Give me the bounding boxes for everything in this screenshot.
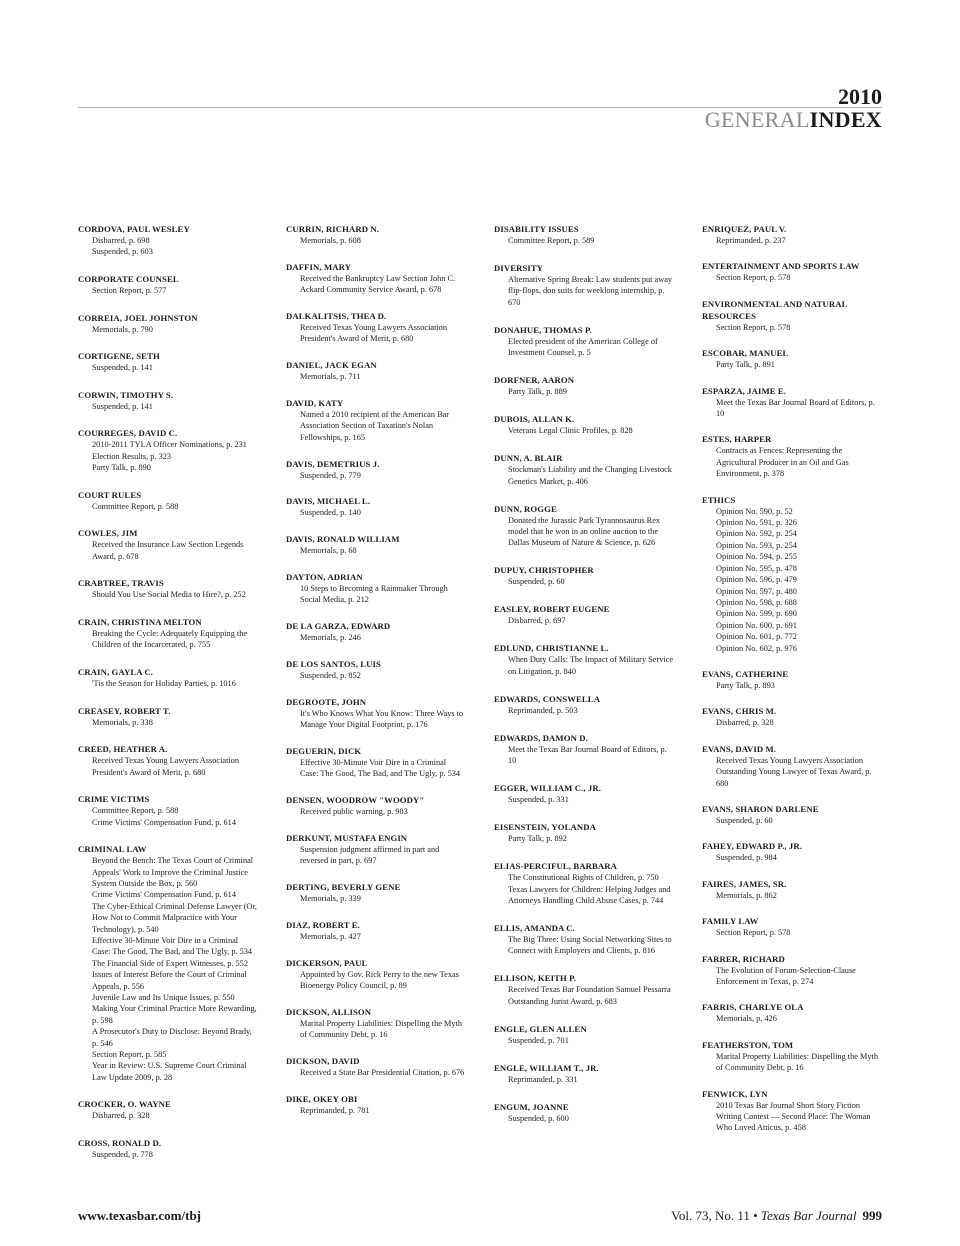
index-title-index: INDEX xyxy=(809,107,882,132)
entry-reference: Party Talk, p. 892 xyxy=(508,834,567,844)
index-column-4 xyxy=(702,223,882,1134)
entry-reference: Received public warning, p. 983 xyxy=(300,807,408,817)
entry-reference: Section Report, p. 578 xyxy=(716,273,791,283)
footer-bullet: • xyxy=(753,1208,758,1223)
entry-reference: When Duty Calls: The Impact of Military Service on Litigation, p. 840 xyxy=(508,655,674,676)
entry-heading: EVANS, DAVID M. xyxy=(702,743,777,754)
index-entry xyxy=(702,668,882,691)
entry-heading: CORPORATE COUNSEL xyxy=(78,274,179,284)
entry-heading: DERTING, BEVERLY GENE xyxy=(286,882,401,893)
index-entry xyxy=(494,262,674,308)
index-entry xyxy=(494,603,674,626)
entry-heading: ENVIRONMENTAL AND NATURAL RESOURCES xyxy=(702,298,848,321)
entry-reference: Received Texas Young Lawyers Association Outstanding Young Lawyer of Texas Award, p. 680 xyxy=(716,755,872,788)
index-entry xyxy=(286,261,466,296)
index-entry xyxy=(286,310,466,345)
entry-heading: DIVERSITY xyxy=(494,263,544,273)
entry-reference: Meet the Texas Bar Journal Board of Editors, p. 10 xyxy=(716,397,875,419)
entry-reference: Committee Report, p. 588 xyxy=(92,806,179,816)
index-entry xyxy=(286,881,466,904)
index-entry xyxy=(286,495,466,518)
entry-reference: Opinion No. 600, p. 691 xyxy=(716,620,797,630)
entry-reference: Opinion No. 592, p. 254 xyxy=(716,529,797,539)
entry-heading: ENRIQUEZ, PAUL V. xyxy=(702,224,787,234)
entry-reference: 'Tis the Season for Holiday Parties, p. 1016 xyxy=(92,678,236,688)
entry-reference: 2010 Texas Bar Journal Short Story Fiction Writing Contest — Second Place: The Woman Who Loved Atticus, p. 458 xyxy=(716,1100,871,1133)
entry-reference: Opinion No. 596, p. 479 xyxy=(716,575,797,585)
entry-heading: EDLUND, CHRISTIANNE L. xyxy=(494,643,609,654)
entry-heading: FAMILY LAW xyxy=(702,916,759,927)
index-entry xyxy=(286,832,466,867)
entry-reference: Committee Report, p. 588 xyxy=(92,501,179,511)
entry-reference: Juvenile Law and Its Unique Issues, p. 550 xyxy=(92,993,235,1003)
entry-heading: DICKERSON, PAUL xyxy=(286,957,368,968)
entry-reference: Beyond the Bench: The Texas Court of Criminal Appeals' Work to Improve the Criminal Justice System Outside the Box, p. 560 xyxy=(92,856,254,888)
entry-heading: CRIME VICTIMS xyxy=(78,794,150,805)
entry-reference: Elected president of the American College of Investment Counsel, p. 5 xyxy=(508,336,658,358)
entry-heading: ELLISON, KEITH P. xyxy=(494,973,577,984)
index-entry xyxy=(78,350,258,373)
index-entry xyxy=(78,577,258,600)
entry-heading: ELIAS-PERCIFUL, BARBARA xyxy=(494,861,617,872)
entry-heading: DAVIS, DEMETRIUS J. xyxy=(286,458,380,469)
index-entry xyxy=(286,957,466,992)
index-entry xyxy=(78,427,258,473)
entry-reference: Suspended, p. 778 xyxy=(92,1150,153,1160)
entry-reference: Texas Lawyers for Children: Helping Judges and Attorneys Handling Child Abuse Cases, p. 744 xyxy=(508,884,671,906)
index-entry xyxy=(702,840,882,863)
entry-reference: Committee Report, p. 589 xyxy=(508,236,595,245)
entry-heading: FAIRES, JAMES, SR. xyxy=(702,878,787,889)
index-entry xyxy=(702,223,882,246)
index-entry xyxy=(286,1093,466,1116)
entry-heading: CRABTREE, TRAVIS xyxy=(78,578,164,589)
entry-reference: Marital Property Liabilities: Dispelling the Myth of Community Debt, p. 16 xyxy=(716,1051,878,1073)
index-column-2 xyxy=(286,223,466,1116)
index-column-3 xyxy=(494,223,674,1124)
entry-reference: Alternative Spring Break: Law students put away flip-flops, don suits for weeklong internship, p. 670 xyxy=(508,275,673,307)
entry-heading: DE LA GARZA, EDWARD xyxy=(286,621,391,632)
index-entry xyxy=(78,312,258,335)
entry-reference: Opinion No. 590, p. 52 xyxy=(716,506,793,516)
index-entry xyxy=(286,359,466,382)
entry-heading: DISABILITY ISSUES xyxy=(494,224,579,234)
index-title xyxy=(705,108,882,132)
entry-reference: Opinion No. 597, p. 480 xyxy=(716,586,797,596)
entry-reference: Suspended, p. 141 xyxy=(92,401,153,411)
index-entry xyxy=(702,915,882,938)
index-entry xyxy=(494,503,674,549)
index-entry xyxy=(702,260,882,283)
entry-heading: EISENSTEIN, YOLANDA xyxy=(494,822,596,833)
index-entry xyxy=(702,803,882,826)
entry-reference: Disbarred, p. 328 xyxy=(716,718,774,728)
index-entry xyxy=(702,743,882,789)
entry-reference: Making Your Criminal Practice More Rewarding, p. 598 xyxy=(92,1004,257,1025)
entry-heading: DERKUNT, MUSTAFA ENGIN xyxy=(286,833,408,843)
index-entry xyxy=(78,273,258,296)
entry-reference: Named a 2010 recipient of the American Bar Association Section of Taxation's Nolan Fellowships, p. 165 xyxy=(300,410,450,442)
entry-heading: CROSS, RONALD D. xyxy=(78,1138,162,1149)
entry-reference: Reprimanded, p. 503 xyxy=(508,705,578,715)
entry-heading: EDWARDS, CONSWELLA xyxy=(494,693,601,704)
entry-heading: DAVIS, RONALD WILLIAM xyxy=(286,534,400,545)
index-entry xyxy=(78,527,258,562)
entry-reference: Memorials, p. 338 xyxy=(92,717,153,727)
entry-reference: Effective 30-Minute Voir Dire in a Criminal Case: The Good, The Bad, and The Ugly, p. 534 xyxy=(92,936,253,957)
entry-reference: Reprimanded, p. 331 xyxy=(508,1074,578,1084)
index-entry xyxy=(286,919,466,942)
entry-heading: ENGLE, WILLIAM T., JR. xyxy=(494,1062,599,1073)
index-entry xyxy=(78,1137,258,1160)
entry-reference: Suspended, p. 331 xyxy=(508,795,569,805)
entry-reference: Suspended, p. 140 xyxy=(300,508,361,518)
entry-reference: Crime Victims' Compensation Fund, p. 614 xyxy=(92,890,236,900)
entry-reference: Suspended, p. 600 xyxy=(508,1113,569,1123)
entry-reference: Section Report, p. 585 xyxy=(92,1050,167,1060)
entry-reference: Received the Bankruptcy Law Section John C. Ackard Community Service Award, p. 678 xyxy=(300,273,456,295)
index-entry xyxy=(702,705,882,728)
entry-reference: Appointed by Gov. Rick Perry to the new Texas Bioenergy Policy Council, p. 89 xyxy=(300,969,459,991)
index-entry xyxy=(702,953,882,988)
entry-heading: ETHICS xyxy=(702,494,736,505)
entry-reference: 2010-2011 TYLA Officer Nominations, p. 231 xyxy=(92,440,247,450)
entry-heading: CRAIN, CHRISTINA MELTON xyxy=(78,616,202,627)
entry-reference: Disbarred, p. 697 xyxy=(508,616,566,626)
index-entry xyxy=(494,1023,674,1046)
entry-heading: EASLEY, ROBERT EUGENE xyxy=(494,604,610,615)
index-entry xyxy=(286,794,466,817)
entry-heading: DE LOS SANTOS, LUIS xyxy=(286,659,381,669)
entry-reference: Received Texas Young Lawyers Association President's Award of Merit, p. 680 xyxy=(92,756,239,777)
index-entry xyxy=(494,732,674,767)
entry-heading: DAYTON, ADRIAN xyxy=(286,572,363,582)
entry-reference: Memorials, p. 862 xyxy=(716,890,777,900)
index-entry xyxy=(286,1055,466,1078)
entry-heading: EVANS, SHARON DARLENE xyxy=(702,803,819,814)
entry-heading: DAVIS, MICHAEL L. xyxy=(286,496,371,507)
entry-heading: DUNN, ROGGE xyxy=(494,503,557,514)
entry-reference: Section Report, p. 578 xyxy=(716,928,791,938)
entry-reference: Disbarred, p. 328 xyxy=(92,1111,150,1121)
index-entry xyxy=(78,389,258,412)
entry-reference: Contracts as Fences: Representing the Agricultural Producer in an Oil and Gas Environment, p. 378 xyxy=(716,446,849,479)
entry-reference: Disbarred, p. 698 xyxy=(92,236,150,245)
index-entry xyxy=(78,743,258,778)
entry-reference: Effective 30-Minute Voir Dire in a Criminal Case: The Good, The Bad, and The Ugly, p. 534 xyxy=(300,758,461,779)
entry-reference: Memorials, p. 246 xyxy=(300,633,361,643)
entry-reference: Received Texas Bar Foundation Samuel Pessarra Outstanding Jurist Award, p. 683 xyxy=(508,985,671,1006)
entry-heading: DAVID, KATY xyxy=(286,398,344,408)
entry-heading: CROCKER, O. WAYNE xyxy=(78,1099,171,1110)
index-entry xyxy=(494,693,674,716)
index-entry xyxy=(286,696,466,731)
index-title-general: GENERAL xyxy=(704,107,810,132)
entry-heading: CRIMINAL LAW xyxy=(78,844,147,855)
entry-reference: The Evolution of Forum-Selection-Clause Enforcement in Texas, p. 274 xyxy=(716,965,856,986)
index-entry xyxy=(702,1001,882,1024)
entry-reference: Election Results, p. 323 xyxy=(92,451,172,461)
entry-heading: FAHEY, EDWARD P., JR. xyxy=(702,841,803,852)
index-entry xyxy=(78,793,258,828)
index-entry xyxy=(494,223,674,246)
index-entry xyxy=(702,494,882,654)
entry-reference: Crime Victims' Compensation Fund, p. 614 xyxy=(92,817,236,827)
footer-issue-info xyxy=(671,1208,882,1224)
entry-reference: The Financial Side of Expert Witnesses, p. 552 xyxy=(92,958,248,968)
index-entry xyxy=(494,642,674,677)
index-entry xyxy=(702,347,882,370)
index-entry xyxy=(702,385,882,420)
entry-heading: DEGROOTE, JOHN xyxy=(286,696,367,707)
index-entry xyxy=(494,821,674,844)
entry-heading: FARRIS, CHARLYE OLA xyxy=(702,1002,804,1013)
index-entry xyxy=(78,843,258,1083)
entry-reference: Suspended, p. 701 xyxy=(508,1035,569,1045)
entry-heading: EDWARDS, DAMON D. xyxy=(494,732,588,743)
entry-heading: ESTES, HARPER xyxy=(702,434,772,445)
entry-heading: EVANS, CATHERINE xyxy=(702,668,789,679)
entry-reference: Memorials, p. 790 xyxy=(92,324,153,334)
entry-heading: CRAIN, GAYLA C. xyxy=(78,666,154,677)
entry-reference: Received a State Bar Presidential Citation, p. 676 xyxy=(300,1068,465,1078)
entry-heading: COWLES, JIM xyxy=(78,528,138,539)
entry-reference: Section Report, p. 578 xyxy=(716,322,791,332)
entry-reference: The Cyber-Ethical Criminal Defense Lawyer (Or, How Not to Commit Malpractice with Your Technology), p. 540 xyxy=(92,901,257,934)
entry-heading: CORDOVA, PAUL WESLEY xyxy=(78,224,190,234)
entry-heading: DAFFIN, MARY xyxy=(286,261,352,272)
entry-reference: Memorials, p. 711 xyxy=(300,372,361,382)
entry-reference: Breaking the Cycle: Adequately Equipping the Children of the Incarcerated, p. 755 xyxy=(92,628,248,650)
entry-reference: Received Texas Young Lawyers Association President's Award of Merit, p. 680 xyxy=(300,323,447,344)
entry-reference: It's Who Knows What You Know: Three Ways to Manage Your Digital Footprint, p. 176 xyxy=(300,708,464,730)
entry-heading: DENSEN, WOODROW "WOODY" xyxy=(286,795,425,806)
entry-reference: Year in Review: U.S. Supreme Court Criminal Law Update 2009, p. 28 xyxy=(92,1061,247,1082)
entry-reference: Suspended, p. 603 xyxy=(92,247,153,257)
entry-heading: CURRIN, RICHARD N. xyxy=(286,224,380,234)
entry-reference: Opinion No. 599, p. 690 xyxy=(716,609,797,619)
entry-reference: Memorials, p. 608 xyxy=(300,236,361,245)
entry-reference: Suspended, p. 779 xyxy=(300,470,361,480)
entry-reference: Suspension judgment affirmed in part and reversed in part, p. 697 xyxy=(300,845,440,866)
index-entry xyxy=(494,1062,674,1085)
entry-reference: Donated the Jurassic Park Tyrannosaurus Rex model that he won in an online auction to the Dallas Museum of Nature & Science, p. 626 xyxy=(508,515,661,548)
entry-heading: FENWICK, LYN xyxy=(702,1088,768,1099)
index-entry xyxy=(78,666,258,689)
entry-heading: CORREIA, JOEL JOHNSTON xyxy=(78,312,198,323)
entry-reference: Reprimanded, p. 237 xyxy=(716,236,786,245)
entry-heading: CORTIGENE, SETH xyxy=(78,351,160,362)
entry-reference: Issues of Interest Before the Court of Criminal Appeals, p. 556 xyxy=(92,970,247,991)
index-entry xyxy=(78,489,258,512)
index-entry xyxy=(494,452,674,487)
index-entry xyxy=(286,223,466,246)
entry-heading: EGGER, WILLIAM C., JR. xyxy=(494,783,602,794)
index-column-1 xyxy=(78,223,258,1160)
entry-heading: COURREGES, DAVID C. xyxy=(78,428,178,439)
entry-heading: ENGUM, JOANNE xyxy=(494,1101,569,1112)
index-year: 2010 xyxy=(838,84,882,109)
index-entry xyxy=(702,298,882,333)
entry-heading: CREASEY, ROBERT T. xyxy=(78,705,171,716)
entry-heading: COURT RULES xyxy=(78,489,142,500)
entry-heading: DUNN, A. BLAIR xyxy=(494,453,563,464)
index-entry xyxy=(702,433,882,479)
entry-heading: DUPUY, CHRISTOPHER xyxy=(494,565,594,576)
entry-reference: Opinion No. 601, p. 772 xyxy=(716,632,797,642)
entry-heading: ENTERTAINMENT AND SPORTS LAW xyxy=(702,261,860,272)
entry-reference: Opinion No. 594, p. 255 xyxy=(716,552,797,562)
entry-heading: ELLIS, AMANDA C. xyxy=(494,923,575,934)
entry-reference: Party Talk, p. 889 xyxy=(508,387,567,397)
entry-reference: Memorials, p. 339 xyxy=(300,894,361,904)
footer-publication: Texas Bar Journal xyxy=(760,1208,857,1223)
index-entry xyxy=(702,878,882,901)
index-entry xyxy=(702,1088,882,1134)
entry-reference: The Constitutional Rights of Children, p. 750 xyxy=(508,873,659,883)
index-entry xyxy=(286,1006,466,1041)
index-entry xyxy=(286,658,466,681)
entry-reference: Should You Use Social Media to Hire?, p. 252 xyxy=(92,590,246,600)
entry-reference: Opinion No. 591, p. 326 xyxy=(716,518,797,528)
entry-reference: 10 Steps to Becoming a Rainmaker Through Social Media, p. 212 xyxy=(300,584,448,605)
entry-reference: Suspended, p. 60 xyxy=(508,577,565,587)
index-entry xyxy=(494,374,674,397)
entry-heading: FEATHERSTON, TOM xyxy=(702,1039,794,1050)
footer-volume: Vol. 73, No. 11 xyxy=(671,1208,750,1223)
index-entry xyxy=(78,1098,258,1121)
entry-heading: ESCOBAR, MANUEL xyxy=(702,348,789,359)
index-entry xyxy=(286,458,466,481)
index-entry xyxy=(494,324,674,359)
index-entry xyxy=(494,782,674,805)
index-entry xyxy=(494,860,674,906)
entry-reference: Party Talk, p. 890 xyxy=(92,463,151,473)
entry-heading: EVANS, CHRIS M. xyxy=(702,706,777,717)
index-entry xyxy=(702,1039,882,1074)
entry-reference: The Big Three: Using Social Networking Sites to Connect with Employers and Clients, p. 816 xyxy=(508,935,672,956)
index-entry xyxy=(78,616,258,651)
entry-reference: Stockman's Liability and the Changing Livestock Genetics Market, p. 406 xyxy=(508,465,672,486)
entry-reference: Suspended, p. 60 xyxy=(716,815,773,825)
entry-heading: CORWIN, TIMOTHY S. xyxy=(78,389,174,400)
index-entry xyxy=(494,1101,674,1124)
entry-heading: ESPARZA, JAIME E. xyxy=(702,385,787,396)
index-entry xyxy=(286,745,466,780)
index-entry xyxy=(78,705,258,728)
entry-heading: DANIEL, JACK EGAN xyxy=(286,360,377,371)
entry-reference: A Prosecutor's Duty to Disclose: Beyond Brady, p. 546 xyxy=(92,1027,252,1048)
entry-reference: Memorials, p. 68 xyxy=(300,546,357,556)
index-entry xyxy=(286,397,466,443)
index-entry xyxy=(78,223,258,258)
entry-heading: DEGUERIN, DICK xyxy=(286,746,362,756)
index-entry xyxy=(494,564,674,587)
index-entry xyxy=(494,972,674,1007)
entry-reference: Meet the Texas Bar Journal Board of Editors, p. 10 xyxy=(508,744,667,766)
footer-page-number: 999 xyxy=(862,1208,882,1223)
entry-heading: FARRER, RICHARD xyxy=(702,953,785,964)
index-entry xyxy=(286,620,466,643)
entry-heading: DONAHUE, THOMAS P. xyxy=(494,324,592,335)
entry-heading: DALKALITSIS, THEA D. xyxy=(286,311,387,321)
entry-heading: DUBOIS, ALLAN K. xyxy=(494,414,575,425)
entry-reference: Suspended, p. 852 xyxy=(300,671,361,680)
entry-reference: Opinion No. 602, p. 976 xyxy=(716,643,797,653)
entry-reference: Veterans Legal Clinic Profiles, p. 828 xyxy=(508,426,633,436)
index-entry xyxy=(494,413,674,436)
index-entry xyxy=(286,533,466,556)
entry-heading: ENGLE, GLEN ALLEN xyxy=(494,1023,587,1034)
entry-heading: DICKSON, ALLISON xyxy=(286,1007,372,1017)
entry-reference: Suspended, p. 141 xyxy=(92,363,153,373)
entry-reference: Party Talk, p. 891 xyxy=(716,360,775,370)
entry-reference: Party Talk, p. 893 xyxy=(716,680,775,690)
entry-reference: Section Report, p. 577 xyxy=(92,286,167,295)
entry-reference: Memorials, p. 427 xyxy=(300,932,361,941)
entry-reference: Memorials, p. 426 xyxy=(716,1014,777,1024)
footer-site-url[interactable]: www.texasbar.com/tbj xyxy=(78,1208,202,1223)
entry-heading: CREED, HEATHER A. xyxy=(78,744,168,755)
entry-reference: Opinion No. 598, p. 688 xyxy=(716,597,797,607)
entry-heading: DIKE, OKEY OBI xyxy=(286,1094,358,1104)
entry-heading: DORFNER, AARON xyxy=(494,375,575,386)
entry-reference: Marital Property Liabilities: Dispelling the Myth of Community Debt, p. 16 xyxy=(300,1019,462,1040)
entry-reference: Reprimanded, p. 781 xyxy=(300,1106,370,1115)
entry-heading: DICKSON, DAVID xyxy=(286,1056,360,1067)
index-entry xyxy=(286,571,466,606)
entry-reference: Opinion No. 595, p. 478 xyxy=(716,563,797,573)
entry-heading: DIAZ, ROBERT E. xyxy=(286,920,360,930)
entry-reference: Suspended, p. 984 xyxy=(716,853,777,863)
index-entry xyxy=(494,922,674,957)
entry-reference: Received the Insurance Law Section Legends Award, p. 678 xyxy=(92,540,244,561)
entry-reference: Opinion No. 593, p. 254 xyxy=(716,540,797,550)
